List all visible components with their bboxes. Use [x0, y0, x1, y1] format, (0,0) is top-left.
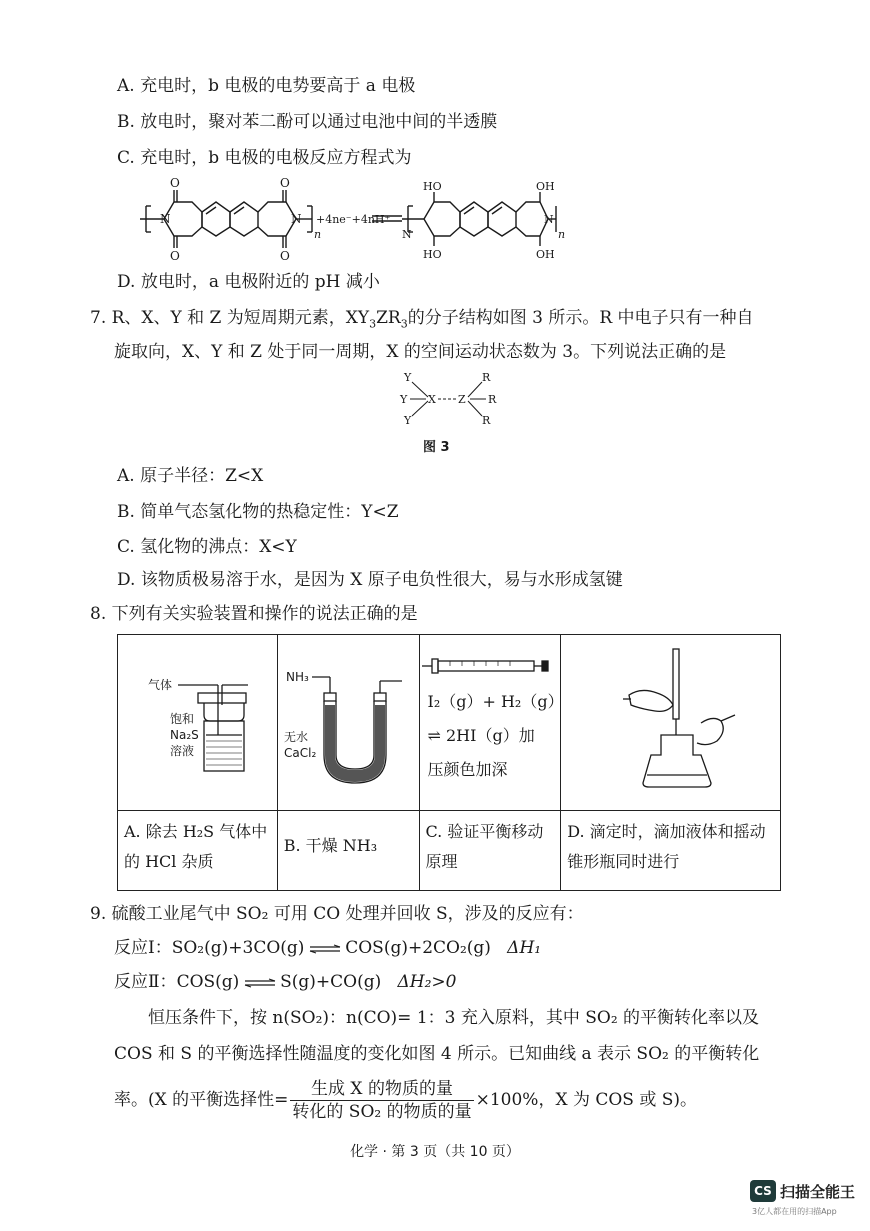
- svg-text:n: n: [314, 228, 322, 241]
- svg-text:Z: Z: [458, 393, 466, 406]
- q9-reaction-2: 反应Ⅱ：COS(g) S(g)+CO(g) ΔH₂>0: [114, 972, 457, 992]
- q8-caption-c: C. 验证平衡移动原理: [425, 822, 544, 871]
- svg-text:O: O: [170, 176, 180, 190]
- watermark-subtitle: 3亿人都在用的扫描App: [752, 1207, 837, 1216]
- q7-stem-line1: 7. R、X、Y 和 Z 为短周期元素，$XY_3ZR_3$的分子结构如图 3 所示。R 中电子只有一种自: [90, 308, 754, 331]
- watermark-title: 扫描全能王: [780, 1183, 856, 1201]
- q9-paragraph-line1: 恒压条件下，按 n(SO₂)：n(CO)= 1：3 充入原料，其中 SO₂ 的平衡转化率以及: [148, 1008, 760, 1028]
- q8-a-solution-1: 饱和: [170, 712, 195, 726]
- svg-text:O: O: [170, 249, 180, 263]
- svg-text:Y: Y: [404, 414, 412, 427]
- q9-paragraph-line3: 率。(X 的平衡选择性= $\frac{\text{生成 X 的物质的量}}{\text{转化的 SO₂ 的物质的量}}$ ×100%，X 为 COS 或 S)。: [114, 1079, 698, 1122]
- q6-equation-middle: +4ne⁻+4nH⁺: [316, 213, 391, 226]
- q8-stem: 8. 下列有关实验装置和操作的说法正确的是: [90, 604, 418, 624]
- svg-text:N: N: [402, 228, 412, 241]
- q7-stem-line2: 旋取向，X、Y 和 Z 处于同一周期，X 的空间运动状态数为 3。下列说法正确的是: [114, 342, 727, 362]
- q8-c-text-3: 压颜色加深: [427, 760, 508, 779]
- svg-text:HO: HO: [423, 180, 442, 193]
- q8-figure-c: [419, 635, 564, 811]
- svg-text:Y: Y: [404, 371, 412, 384]
- q8-a-gas-label: 气体: [148, 678, 173, 692]
- q9-stem: 9. 硫酸工业尾气中 SO₂ 可用 CO 处理并回收 S，涉及的反应有：: [90, 904, 584, 924]
- q6-option-a: A. 充电时，b 电极的电势要高于 a 电极: [117, 76, 416, 96]
- q8-figure-a: [118, 635, 278, 811]
- svg-text:R: R: [482, 414, 491, 427]
- equilibrium-arrow-icon: [310, 945, 340, 953]
- scanner-watermark: [750, 1180, 862, 1220]
- q6-option-c: C. 充电时，b 电极的电极反应方程式为: [117, 148, 412, 168]
- q9-paragraph-line2: COS 和 S 的平衡选择性随温度的变化如图 4 所示。已知曲线 a 表示 SO₂ 的平衡转化: [114, 1044, 760, 1064]
- svg-text:O: O: [280, 249, 290, 263]
- svg-text:O: O: [280, 176, 290, 190]
- svg-text:X: X: [428, 393, 436, 406]
- page-footer: 化学 · 第 3 页（共 10 页）: [350, 1144, 520, 1160]
- equilibrium-arrow-icon: [245, 979, 275, 987]
- svg-text:R: R: [482, 371, 491, 384]
- q7-option-d: D. 该物质极易溶于水，是因为 X 原子电负性很大，易与水形成氢键: [117, 570, 623, 590]
- q8-figure-d: [561, 635, 781, 811]
- q8-b-desiccant-2: CaCl₂: [283, 746, 317, 760]
- q8-a-solution-3: 溶液: [170, 744, 195, 758]
- q8-b-desiccant-1: 无水: [283, 730, 308, 744]
- q7-figure-caption: 图 3: [423, 440, 450, 455]
- svg-text:OH: OH: [536, 248, 555, 261]
- q9-selectivity-fraction: $\frac{\text{生成 X 的物质的量}}{\text{转化的 SO₂ 的物质的量}}$: [292, 1079, 472, 1122]
- svg-text:OH: OH: [536, 180, 555, 193]
- svg-text:Y: Y: [400, 393, 408, 406]
- q8-experiment-table: [117, 634, 781, 891]
- q8-b-nh3-label: NH₃: [285, 670, 309, 684]
- svg-text:HO: HO: [423, 248, 442, 261]
- svg-text:N: N: [291, 212, 302, 226]
- svg-text:R: R: [488, 393, 497, 406]
- svg-text:N: N: [544, 213, 554, 226]
- svg-text:n: n: [558, 228, 566, 241]
- q8-a-solution-2: Na₂S: [170, 728, 199, 742]
- camscanner-logo-icon: CS: [750, 1180, 776, 1202]
- q7-molecule-figure: [398, 370, 508, 428]
- q8-figure-b: [277, 635, 419, 811]
- q6-option-d: D. 放电时，a 电极附近的 pH 减小: [117, 272, 380, 292]
- q8-c-text-2: ⇌ 2HI（g）加: [427, 726, 535, 745]
- q8-caption-a: A. 除去 H₂S 气体中的 HCl 杂质: [124, 822, 268, 871]
- q7-option-c: C. 氢化物的沸点：X<Y: [117, 537, 297, 557]
- q8-caption-d: D. 滴定时，滴加液体和摇动锥形瓶同时进行: [567, 822, 766, 871]
- q6-option-b: B. 放电时，聚对苯二酚可以通过电池中间的半透膜: [117, 112, 498, 132]
- q7-option-a: A. 原子半径：Z<X: [117, 466, 264, 486]
- q9-reaction-1: 反应Ⅰ：SO₂(g)+3CO(g) COS(g)+2CO₂(g) ΔH₁: [114, 938, 542, 958]
- svg-text:N: N: [160, 212, 171, 226]
- q6-reaction-equation: [140, 172, 566, 264]
- q8-caption-b: B. 干燥 NH₃: [283, 836, 378, 855]
- q8-c-text-1: I₂（g）+ H₂（g）: [427, 692, 564, 711]
- q7-option-b: B. 简单气态氢化物的热稳定性：Y<Z: [117, 502, 399, 522]
